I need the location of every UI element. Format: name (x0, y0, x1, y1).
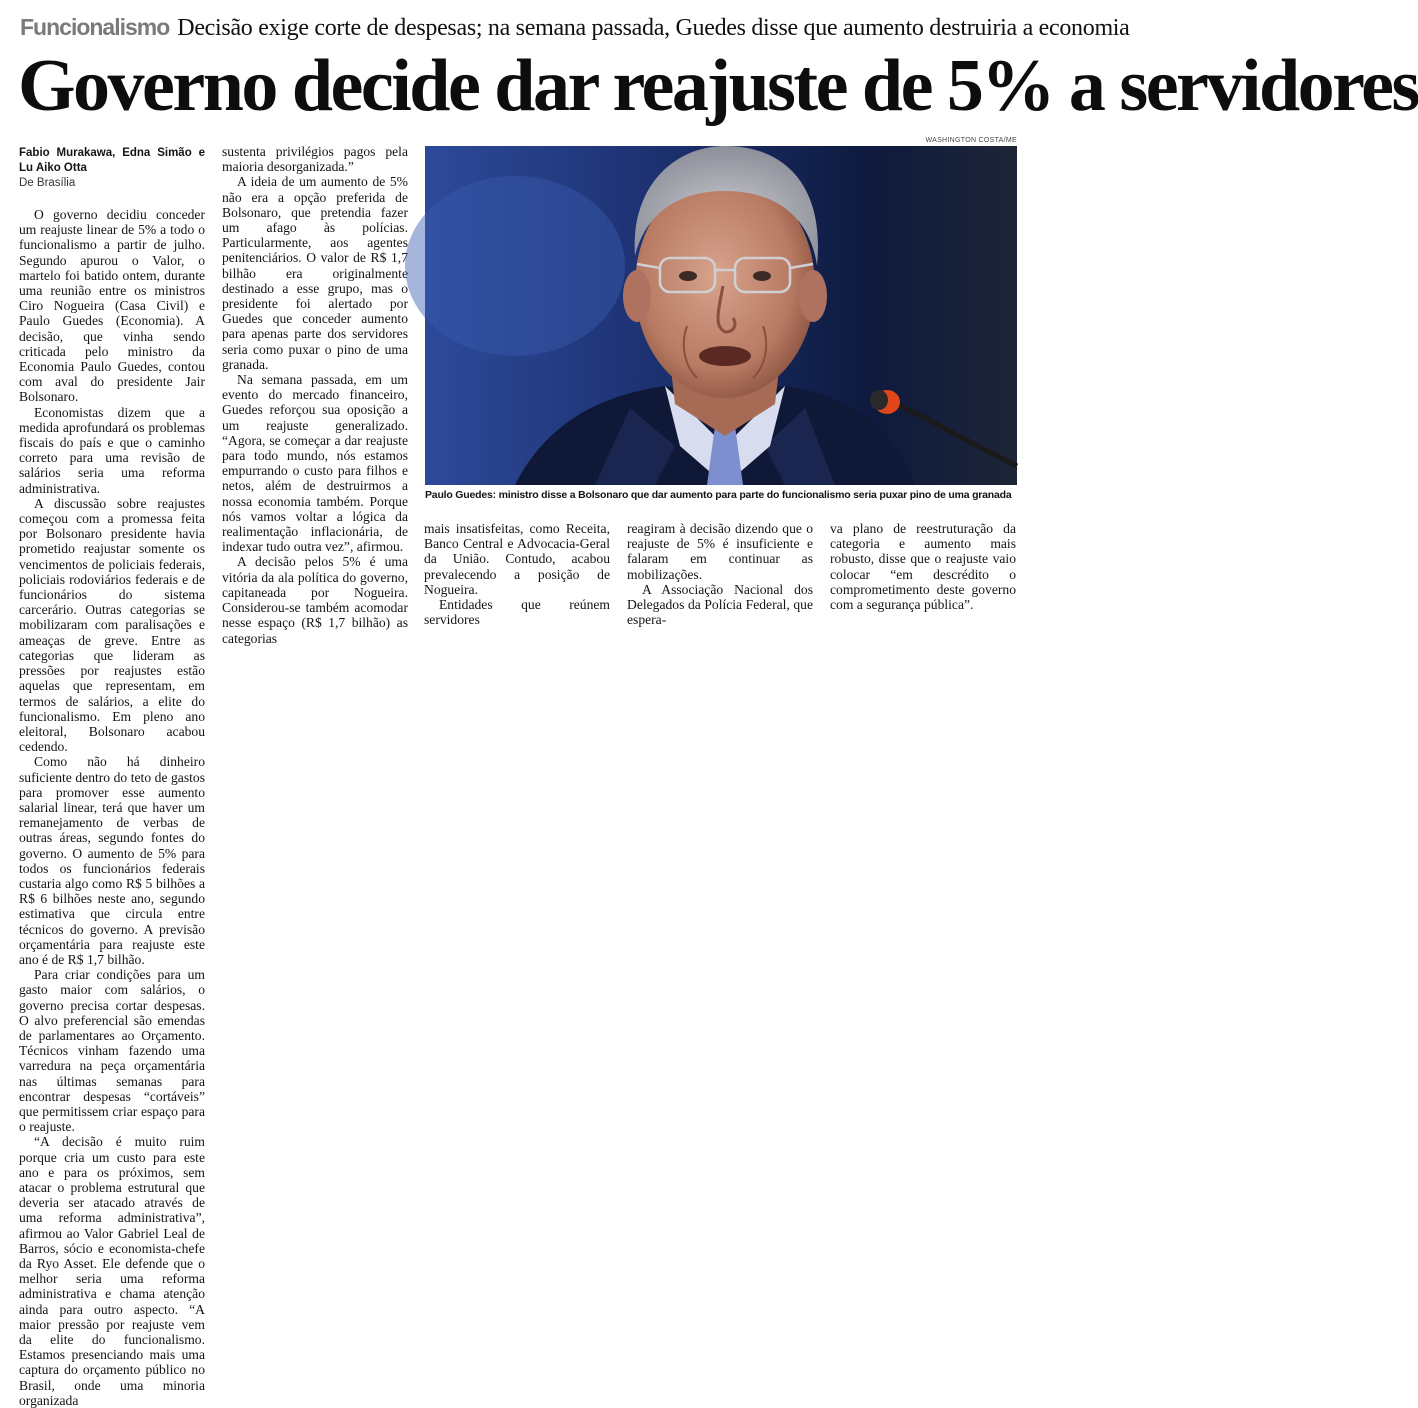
paragraph: Entidades que reúnem servidores (424, 597, 610, 628)
byline-place: De Brasília (19, 177, 76, 189)
photo-paulo-guedes (425, 146, 1017, 485)
paragraph: A ideia de um aumento de 5% não era a opção preferida de Bolsonaro, que pretendia fazer um afago às polícias. Particularmente, aos agentes penitenciários. O valor de R$ 1,7 bilhão era originalmente destinado a esse grupo, mas o presidente foi alertado por Guedes que conceder aumento para apenas parte dos servidores seria como puxar o pino de uma granada. (222, 174, 408, 372)
paragraph: “A decisão é muito ruim porque cria um custo para este ano e para os próximos, sem atacar o problema estrutural que deveria ser atacado através de uma reforma administrativa”, afirmou ao Valor Gabriel Leal de Barros, sócio e economista-chefe da Ryo Asset. Ele defende que o melhor seria uma reforma administrativa e chama atenção ainda para outro aspecto. “A maior pressão por reajuste vem da elite do funcionalismo. Estamos presenciando mais uma captura do orçamento público no Brasil, onde uma minoria organizada (19, 1134, 205, 1408)
article-column-2 (222, 144, 408, 646)
photo-credit: WASHINGTON COSTA/ME (925, 137, 1017, 144)
portrait-illustration (425, 146, 1017, 485)
paragraph: Como não há dinheiro suficiente dentro do teto de gastos para promover esse aumento salarial linear, terá que haver um remanejamento de verbas de outras áreas, segundo fontes do governo. O aumento de 5% para todos os funcionários federais custaria algo como R$ 5 bilhões a R$ 6 bilhões neste ano, segundo estimativa que circula entre técnicos do governo. A previsão orçamentária para reajuste este ano é de R$ 1,7 bilhão. (19, 754, 205, 967)
paragraph: reagiram à decisão dizendo que o reajuste de 5% é insuficiente e falaram em continuar as mobilizações. (627, 521, 813, 582)
article-column-3 (424, 521, 610, 627)
paragraph: va plano de reestruturação da categoria e aumento mais robusto, disse que o reajuste vaio colocar “em descrédito o comprometimento deste governo com a segurança pública”. (830, 521, 1016, 613)
headline: Governo decide dar reajuste de 5% a servidores (18, 45, 1418, 127)
byline-authors: Fabio Murakawa, Edna Simão e Lu Aiko Otta (19, 147, 205, 174)
paragraph: O governo decidiu conceder um reajuste linear de 5% a todo o funcionalismo a partir de julho. Segundo apurou o Valor, o martelo foi batido ontem, durante uma reunião entre os ministros Ciro Nogueira (Casa Civil) e Paulo Guedes (Economia). A decisão, que vinha sendo criticada pelo ministro da Economia Paulo Guedes, contou com aval do presidente Jair Bolsonaro. (19, 207, 205, 405)
article-column-5 (830, 521, 1016, 612)
byline (19, 146, 205, 191)
article-column-1 (19, 146, 205, 1408)
paragraph: A discussão sobre reajustes começou com a promessa feita por Bolsonaro presidente havia prometido reajustar somente os vencimentos de policiais federais, policiais rodoviários federais e de funcionários do sistema carcerário. Outras categorias se mobilizaram com paralisações e ameaças de greve. Entre as categorias que lideram as pressões por reajustes estão aquelas que representam, em termos de salários, a elite do funcionalismo. Em pleno ano eleitoral, Bolsonaro acabou cedendo. (19, 495, 205, 755)
photo-caption: Paulo Guedes: ministro disse a Bolsonaro que dar aumento para parte do funcionalismo seria puxar pino de uma granada (425, 489, 1012, 501)
kicker (20, 14, 1220, 42)
subheadline: Decisão exige corte de despesas; na semana passada, Guedes disse que aumento destruiria a economia (177, 15, 1130, 41)
paragraph: sustenta privilégios pagos pela maioria desorganizada.” (222, 144, 408, 175)
paragraph: Para criar condições para um gasto maior com salários, o governo precisa cortar despesas. O alvo preferencial são emendas de parlamentares ao Orçamento. Técnicos vinham fazendo uma varredura na peça orçamentária nas últimas semanas para encontrar despesas “cortáveis” que permitissem criar espaço para o reajuste. (19, 967, 205, 1135)
paragraph: A decisão pelos 5% é uma vitória da ala política do governo, capitaneada por Nogueira. Considerou-se também acomodar nesse espaço (R$ 1,7 bilhão) as categorias (222, 554, 408, 646)
paragraph: Economistas dizem que a medida aprofundará os problemas fiscais do país e que o caminho correto para uma revisão de salários seria uma reforma administrativa. (19, 404, 205, 496)
paragraph: A Associação Nacional dos Delegados da Polícia Federal, que espera- (627, 581, 813, 628)
paragraph: Na semana passada, em um evento do mercado financeiro, Guedes reforçou sua oposição a um reajuste generalizado. “Agora, se começar a dar reajuste para todo mundo, nós estamos empurrando o custo para filhos e netos, além de destruirmos a nossa economia também. Porque nós vamos voltar a lógica da realimentação inflacionária, de indexar tudo outra vez”, afirmou. (222, 372, 408, 555)
paragraph: mais insatisfeitas, como Receita, Banco Central e Advocacia-Geral da União. Contudo, acabou prevalecendo a posição de Nogueira. (424, 521, 610, 597)
section-label: Funcionalismo (20, 14, 170, 40)
article-column-4 (627, 521, 813, 627)
